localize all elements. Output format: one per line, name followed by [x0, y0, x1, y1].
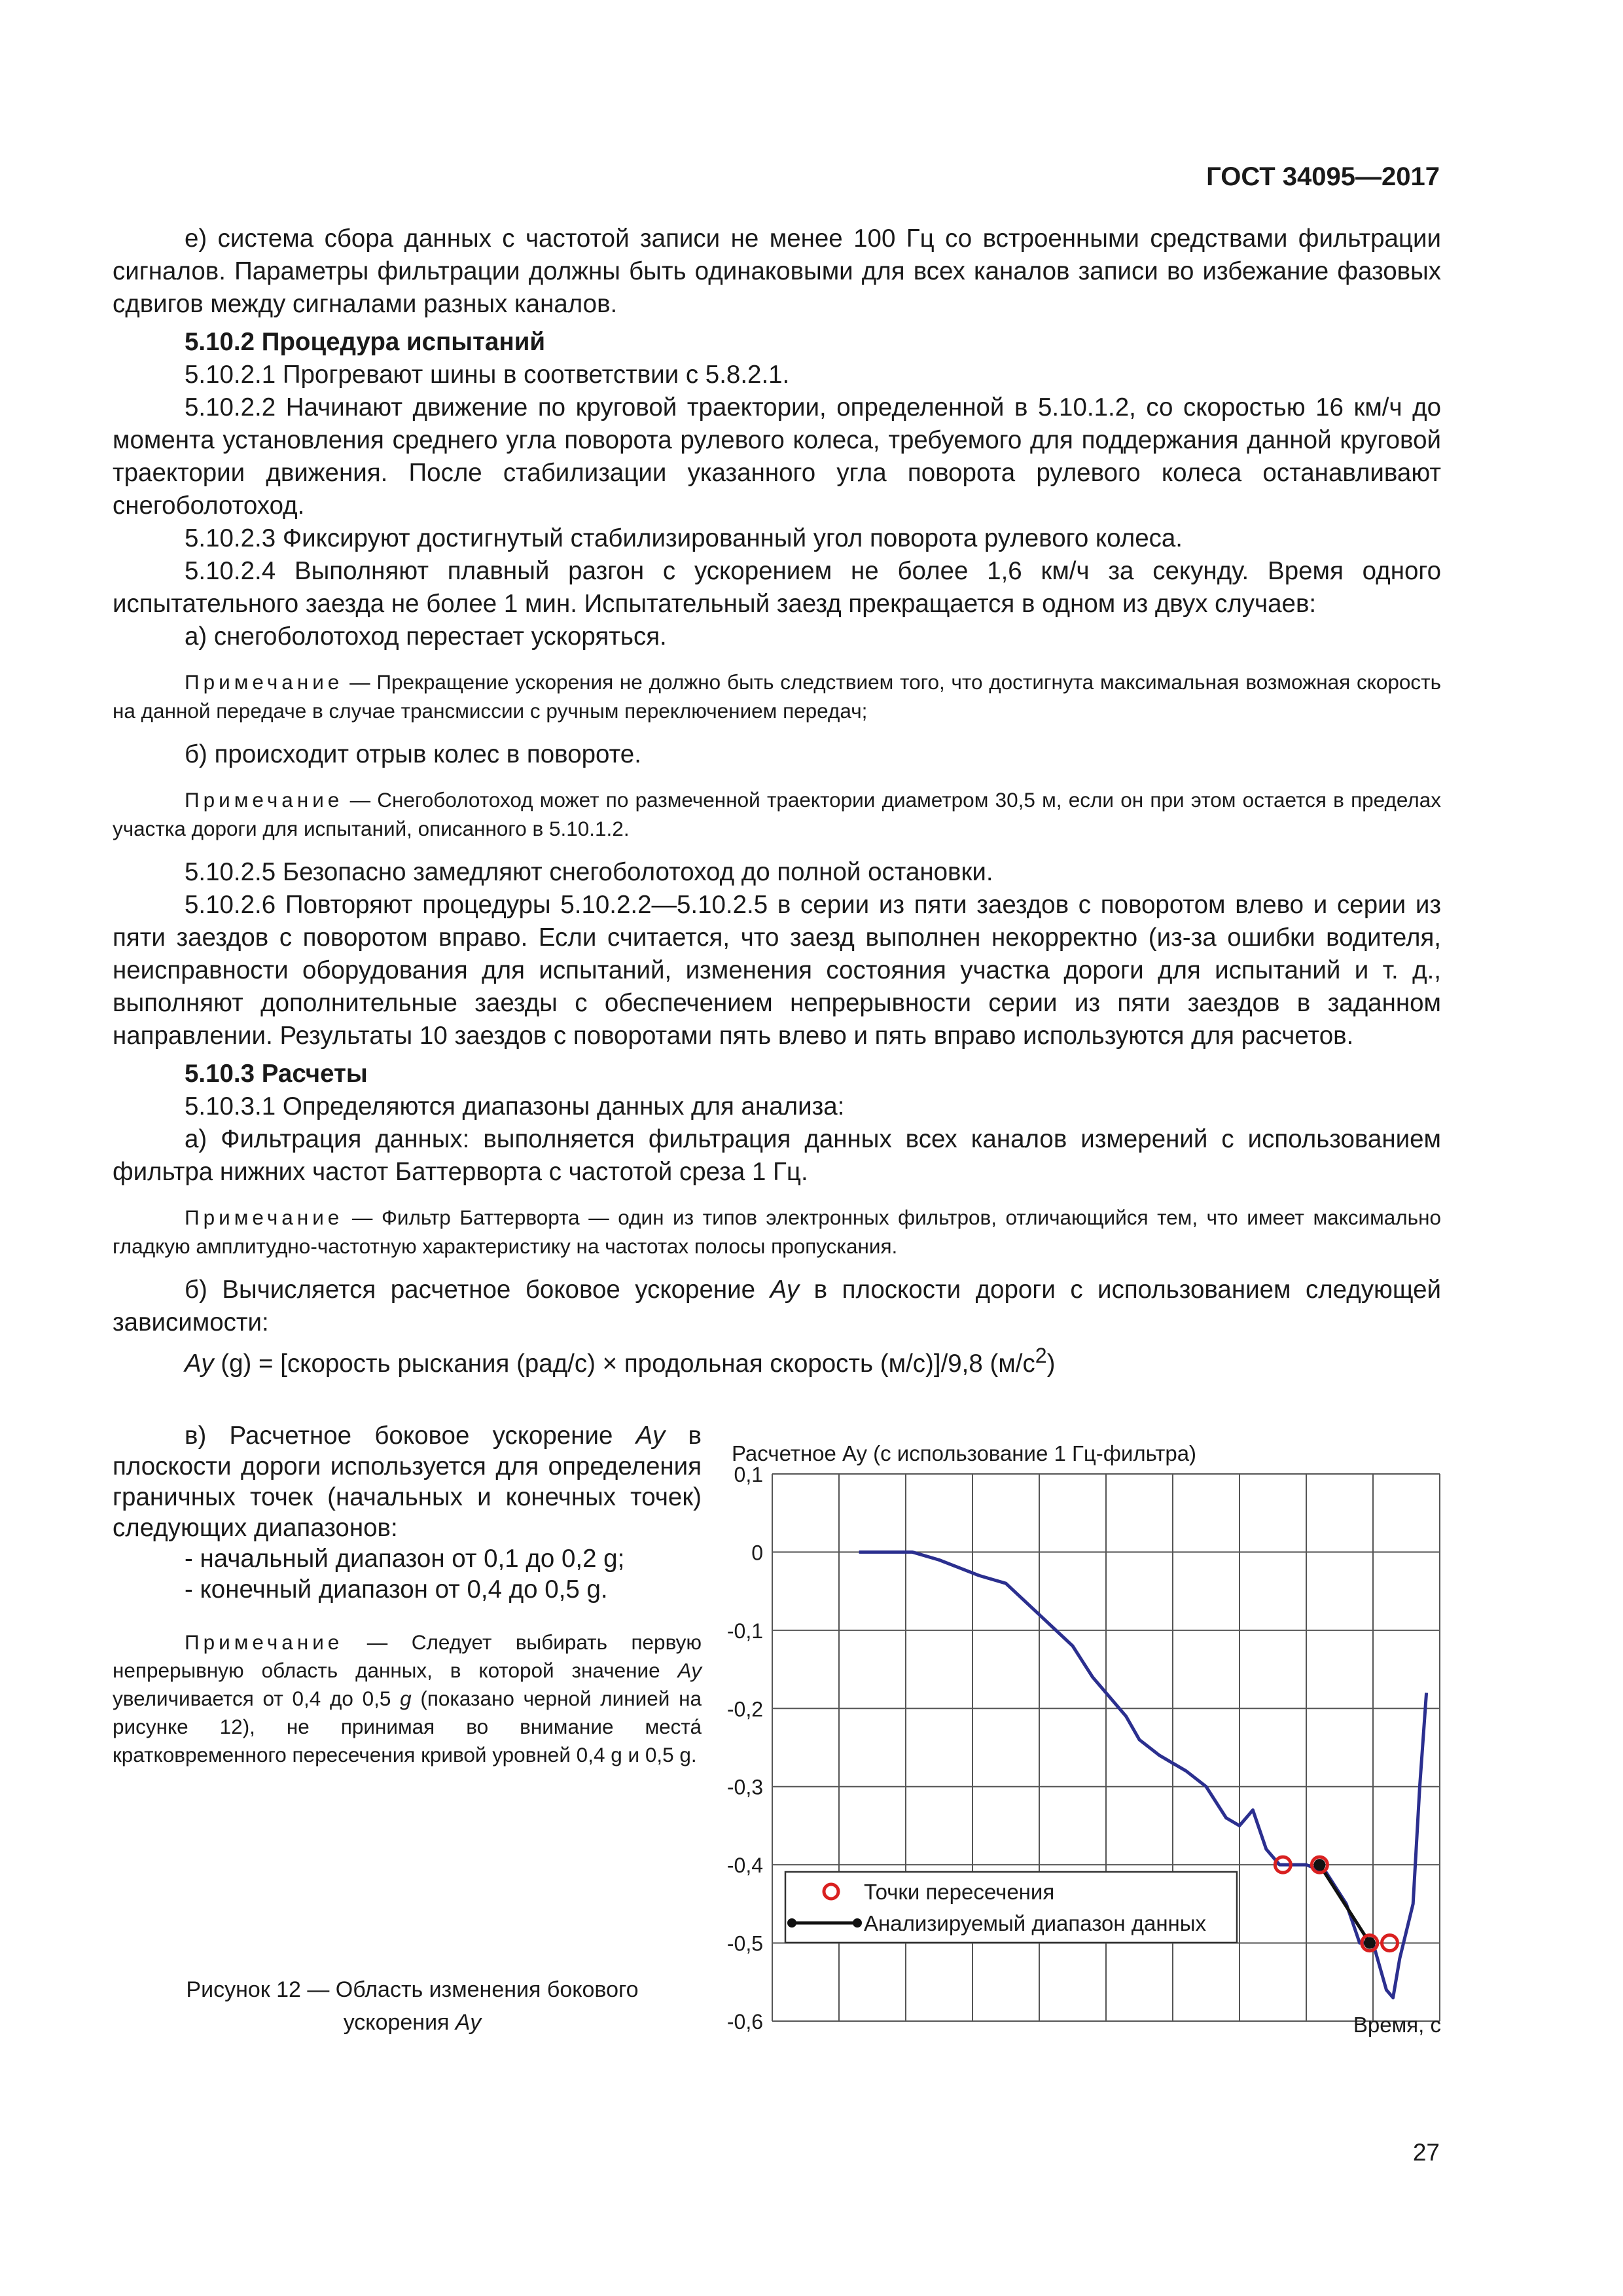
- note-text: — Фильтр Баттерворта — один из типов электронных фильтров, отличающийся тем, что имеет максимально гладкую амплитудно-частотную характеристику на частотах полосы пропускания.: [113, 1206, 1441, 1258]
- legend-item-label: Анализируемый диапазон данных: [864, 1911, 1206, 1935]
- text-run: ): [1046, 1349, 1056, 1378]
- superscript: 2: [1035, 1344, 1047, 1367]
- paragraph: 5.10.2.2 Начинают движение по круговой траектории, определенной в 5.10.1.2, со скоростью 16 км/ч до момента установления среднего угла поворота рулевого колеса, требуемого для поддержания данной круговой траектории движения. После стабилизации указанного угла поворота рулевого колеса останавливают снегоболотоход.: [113, 393, 1441, 520]
- text-run: увеличивается от 0,4 до 0,5: [113, 1687, 401, 1710]
- text-run: в плоскости дороги используется для определения граничных точек (начальных и конечных точек) следующих диапазонов:: [113, 1422, 702, 1542]
- text-run: в плоскости дороги с использованием следующей зависимости:: [113, 1276, 1441, 1336]
- y-tick-label: 0,1: [734, 1463, 763, 1486]
- paragraph: [113, 1274, 1441, 1339]
- note: [113, 1628, 702, 1769]
- x-axis-label: Время, с: [1353, 2013, 1441, 2037]
- page-number: 27: [1412, 2139, 1440, 2166]
- paragraph: 5.10.2.6 Повторяют процедуры 5.10.2.2—5.10.2.5 в серии из пяти заездов с поворотом влево и серии из пяти заездов с поворотом вправо. Если считается, что заезд выполнен некорректно (из-за ошибки водителя, неисправности оборудования для испытаний, изменения состояния участка дороги для испытаний и т. д., выполняют дополнительные заезды с обеспечением непрерывности серии из пяти заездов в заданном направлении. Результаты 10 заездов с поворотами пять влево и пять вправо используются для расчетов.: [113, 891, 1441, 1050]
- paragraph: е) система сбора данных с частотой записи не менее 100 Гц со встроенными средствами фильтрации сигналов. Параметры фильтрации должны быть одинаковыми для всех каналов записи во избежание фазовых сдвигов между сигналами разных каналов.: [113, 224, 1441, 318]
- y-tick-label: -0,6: [726, 2010, 763, 2034]
- y-tick-labels: [727, 1463, 763, 2034]
- y-tick-label: -0,3: [726, 1775, 763, 1799]
- y-tick-label: -0,5: [726, 1931, 763, 1956]
- y-tick-label: -0,4: [726, 1854, 763, 1878]
- text-run: — Следует выбирать первую непрерывную область данных, в которой значение: [113, 1630, 702, 1682]
- text-run: (показано черной линией на рисунке 12), не принимая во внимание места́ кратковременного пересечения кривой уровней 0,4 g и 0,5 g.: [113, 1687, 702, 1767]
- note: [113, 668, 1441, 725]
- figure-caption: [131, 1973, 694, 2039]
- caption-line: Рисунок 12 — Область изменения бокового: [186, 1977, 639, 2002]
- paragraph: а) Фильтрация данных: выполняется фильтрация данных всех каналов измерений с использованием фильтра нижних частот Баттерворта с частотой среза 1 Гц.: [113, 1125, 1441, 1186]
- paragraph: 5.10.2.4 Выполняют плавный разгон с ускорением не более 1,6 км/ч за секунду. Время одного испытательного заезда не более 1 мин. Испытательный заезд прекращается в одном из двух случаев:: [113, 557, 1441, 618]
- legend-range-swatch-point: [853, 1918, 862, 1928]
- formula: [113, 1339, 1441, 1380]
- lateral-acceleration-chart: [707, 1420, 1453, 2062]
- paragraph: б) происходит отрыв колес в повороте.: [185, 740, 641, 768]
- paragraph: 5.10.2.3 Фиксируют достигнутый стабилизированный угол поворота рулевого колеса.: [185, 524, 1183, 552]
- range-item: - конечный диапазон от 0,4 до 0,5 g.: [185, 1575, 608, 1604]
- note-text: — Снегоболотоход может по размеченной траектории диаметром 30,5 м, если он при этом остается в пределах участка дороги для испытаний, описанного в 5.10.1.2.: [113, 788, 1441, 840]
- note-label: Примечание: [185, 1630, 344, 1654]
- y-tick-label: -0,2: [726, 1697, 763, 1721]
- paragraph: 5.10.2.5 Безопасно замедляют снегоболотоход до полной остановки.: [185, 858, 993, 886]
- symbol-ay: Ay: [770, 1276, 800, 1304]
- note: [113, 1203, 1441, 1261]
- text-run: б) Вычисляется расчетное боковое ускорение: [185, 1276, 770, 1304]
- chart-legend: [785, 1872, 1237, 1943]
- legend-item-label: Точки пересечения: [864, 1880, 1055, 1904]
- section-heading: 5.10.3 Расчеты: [185, 1060, 368, 1088]
- section-heading: 5.10.2 Процедура испытаний: [185, 328, 546, 356]
- range-item: - начальный диапазон от 0,1 до 0,2 g;: [185, 1545, 625, 1573]
- document-body: [113, 223, 1441, 1380]
- y-tick-label: -0,1: [726, 1619, 763, 1643]
- caption-line: [131, 2006, 694, 2039]
- legend-range-swatch-point: [787, 1918, 796, 1928]
- paragraph: а) снегоболотоход перестает ускоряться.: [185, 622, 667, 651]
- paragraph: 5.10.2.1 Прогревают шины в соответствии с 5.8.2.1.: [185, 361, 790, 389]
- paragraph: [113, 1420, 702, 1543]
- paragraph: 5.10.3.1 Определяются диапазоны данных для анализа:: [185, 1092, 845, 1121]
- symbol-ay: Ay: [635, 1422, 666, 1450]
- text-run: ускорения: [343, 2010, 455, 2035]
- note-text: — Прекращение ускорения не должно быть следствием того, что достигнута максимальная возможная скорость на данной передаче в случае трансмиссии с ручным переключением передач;: [113, 670, 1441, 723]
- document-code: ГОСТ 34095—2017: [1206, 162, 1440, 191]
- chart-title: Расчетное Ay (с использование 1 Гц-фильтра): [732, 1441, 1197, 1465]
- symbol-ay: Ay: [677, 1659, 702, 1682]
- note: [113, 785, 1441, 843]
- note-label: Примечание: [185, 1206, 344, 1229]
- y-tick-label: 0: [751, 1541, 763, 1565]
- symbol-ay: Ay: [455, 2010, 482, 2035]
- text-run: (g) = [скорость рыскания (рад/с) × продольная скорость (м/с)]/9,8 (м/с: [213, 1349, 1035, 1378]
- left-column: [113, 1420, 702, 1769]
- text-run: в) Расчетное боковое ускорение: [185, 1422, 636, 1450]
- analyzed-range-point: [1313, 1859, 1325, 1871]
- note-label: Примечание: [185, 670, 344, 694]
- note-label: Примечание: [185, 788, 344, 812]
- chart-markers: [1275, 1857, 1397, 1950]
- symbol-ay: Ay: [185, 1349, 214, 1378]
- analyzed-range-point: [1364, 1937, 1376, 1949]
- symbol-g: g: [400, 1687, 412, 1710]
- analyzed-range-line: [1319, 1865, 1369, 1943]
